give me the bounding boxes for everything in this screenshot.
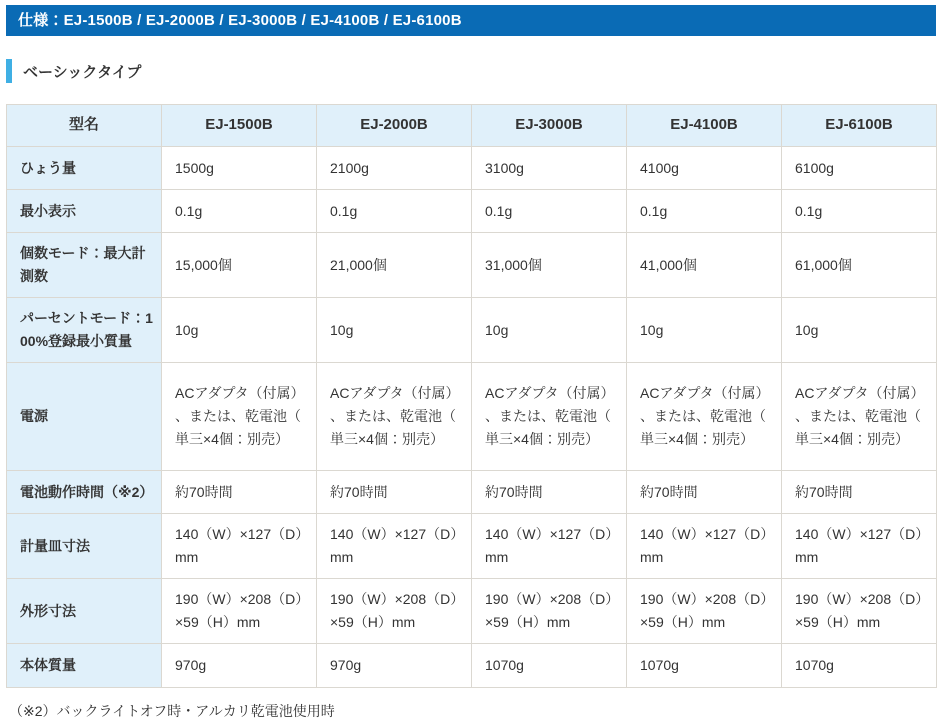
row-label: 最小表示	[7, 190, 162, 233]
cell: 10g	[162, 298, 317, 363]
spec-title-banner	[6, 5, 936, 36]
cell: 10g	[472, 298, 627, 363]
row-label: 計量皿寸法	[7, 514, 162, 579]
cell: 140（W）×127（D）mm	[317, 514, 472, 579]
cell: 21,000個	[317, 233, 472, 298]
cell: 61,000個	[782, 233, 937, 298]
cell: ACアダプタ（付属）、または、乾電池（単三×4個：別売）	[162, 363, 317, 471]
row-percent-mode	[7, 298, 937, 363]
row-label: 外形寸法	[7, 579, 162, 644]
section-heading-label: ベーシックタイプ	[23, 63, 142, 81]
column-header-ej4100b: EJ-4100B	[627, 105, 782, 147]
cell: 0.1g	[317, 190, 472, 233]
cell: 約70時間	[782, 471, 937, 514]
cell: 140（W）×127（D）mm	[782, 514, 937, 579]
row-label: パーセントモード：100%登録最小質量	[7, 298, 162, 363]
cell: ACアダプタ（付属）、または、乾電池（単三×4個：別売）	[472, 363, 627, 471]
cell: 約70時間	[627, 471, 782, 514]
column-header-ej2000b: EJ-2000B	[317, 105, 472, 147]
row-capacity	[7, 147, 937, 190]
column-header-model: 型名	[7, 105, 162, 147]
cell: 約70時間	[472, 471, 627, 514]
cell: 4100g	[627, 147, 782, 190]
footnote: （※2）バックライトオフ時・アルカリ乾電池使用時	[9, 703, 335, 719]
column-header-ej3000b: EJ-3000B	[472, 105, 627, 147]
cell: 1070g	[472, 644, 627, 688]
cell: 31,000個	[472, 233, 627, 298]
row-power-supply	[7, 363, 937, 471]
row-label: 本体質量	[7, 644, 162, 688]
row-battery-life	[7, 471, 937, 514]
row-label: 個数モード：最大計測数	[7, 233, 162, 298]
accent-bar	[6, 59, 12, 83]
cell: 970g	[317, 644, 472, 688]
cell: 1500g	[162, 147, 317, 190]
row-minimum-display	[7, 190, 937, 233]
cell: ACアダプタ（付属）、または、乾電池（単三×4個：別売）	[627, 363, 782, 471]
cell: 140（W）×127（D）mm	[472, 514, 627, 579]
column-header-ej1500b: EJ-1500B	[162, 105, 317, 147]
cell: 15,000個	[162, 233, 317, 298]
cell: 3100g	[472, 147, 627, 190]
cell: 10g	[627, 298, 782, 363]
cell: 140（W）×127（D）mm	[627, 514, 782, 579]
section-heading	[6, 59, 936, 83]
cell: 0.1g	[162, 190, 317, 233]
column-header-ej6100b: EJ-6100B	[782, 105, 937, 147]
cell: 1070g	[627, 644, 782, 688]
cell: 190（W）×208（D）×59（H）mm	[317, 579, 472, 644]
cell: 190（W）×208（D）×59（H）mm	[627, 579, 782, 644]
row-pan-size	[7, 514, 937, 579]
cell: 190（W）×208（D）×59（H）mm	[162, 579, 317, 644]
cell: 0.1g	[627, 190, 782, 233]
cell: 140（W）×127（D）mm	[162, 514, 317, 579]
cell: ACアダプタ（付属）、または、乾電池（単三×4個：別売）	[782, 363, 937, 471]
row-label: 電源	[7, 363, 162, 471]
spec-title: 仕様：EJ-1500B / EJ-2000B / EJ-3000B / EJ-4100B / EJ-6100B	[18, 12, 462, 29]
cell: 6100g	[782, 147, 937, 190]
row-label: ひょう量	[7, 147, 162, 190]
cell: ACアダプタ（付属）、または、乾電池（単三×4個：別売）	[317, 363, 472, 471]
cell: 41,000個	[627, 233, 782, 298]
cell: 約70時間	[317, 471, 472, 514]
cell: 10g	[782, 298, 937, 363]
row-label: 電池動作時間（※2）	[7, 471, 162, 514]
spec-table	[6, 104, 937, 688]
cell: 1070g	[782, 644, 937, 688]
cell: 190（W）×208（D）×59（H）mm	[472, 579, 627, 644]
cell: 2100g	[317, 147, 472, 190]
cell: 970g	[162, 644, 317, 688]
cell: 190（W）×208（D）×59（H）mm	[782, 579, 937, 644]
row-external-dimensions	[7, 579, 937, 644]
cell: 10g	[317, 298, 472, 363]
cell: 約70時間	[162, 471, 317, 514]
spec-table-header-row	[7, 105, 937, 147]
cell: 0.1g	[472, 190, 627, 233]
row-body-weight	[7, 644, 937, 688]
row-counting-mode	[7, 233, 937, 298]
cell: 0.1g	[782, 190, 937, 233]
